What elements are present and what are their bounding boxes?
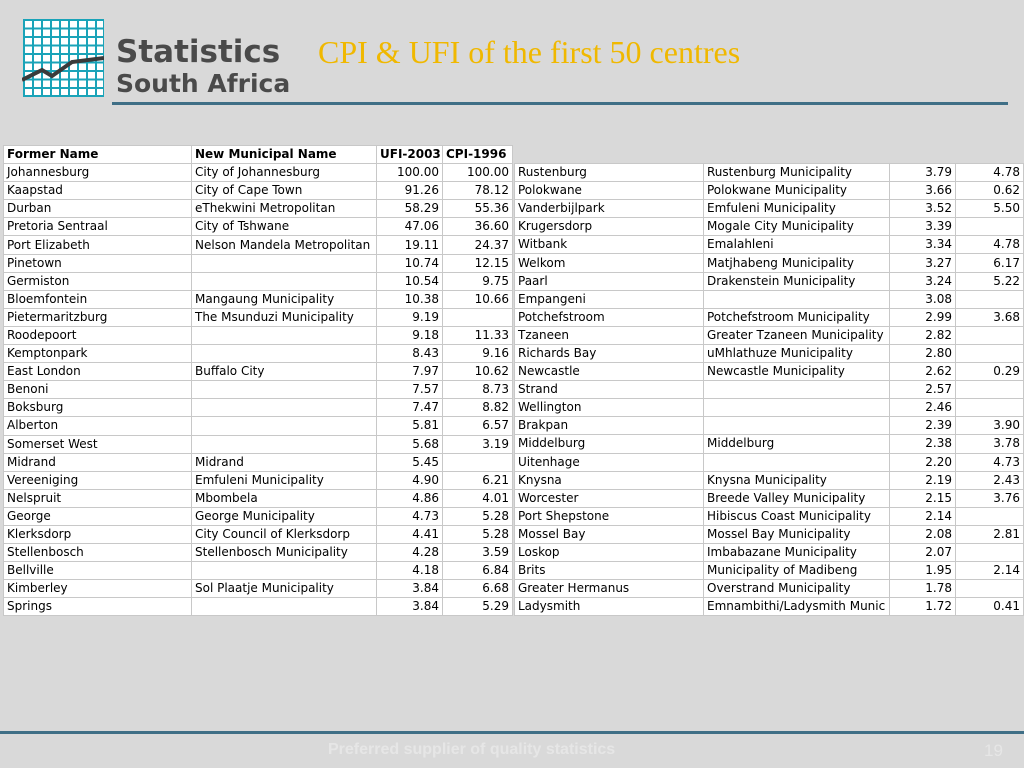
cell-ufi-2003: 2.99 (890, 308, 956, 326)
table-row (515, 381, 1024, 399)
cell-ufi-2003: 2.07 (890, 543, 956, 561)
cell-former-name: Brakpan (515, 417, 704, 435)
table-row (4, 381, 513, 399)
cell-former-name: Kimberley (4, 580, 192, 598)
cell-cpi-1996: 6.17 (956, 254, 1024, 272)
cell-ufi-2003: 1.78 (890, 580, 956, 598)
cell-new-municipal-name (704, 417, 890, 435)
table-row (4, 399, 513, 417)
cell-former-name: Ladysmith (515, 598, 704, 616)
cell-former-name: Worcester (515, 489, 704, 507)
column-header-cpi-1996: CPI-1996 (443, 146, 513, 164)
table-row (4, 363, 513, 381)
cell-cpi-1996: 5.28 (443, 525, 513, 543)
cell-former-name: Bellville (4, 562, 192, 580)
table-row (515, 435, 1024, 453)
cell-former-name: Wellington (515, 399, 704, 417)
cell-new-municipal-name: Greater Tzaneen Municipality (704, 326, 890, 344)
cell-new-municipal-name: Overstrand Municipality (704, 580, 890, 598)
cell-ufi-2003: 2.39 (890, 417, 956, 435)
cell-ufi-2003: 2.57 (890, 381, 956, 399)
centres-table-left (3, 145, 513, 616)
header-divider (112, 102, 1008, 105)
cell-new-municipal-name (192, 381, 377, 399)
cell-ufi-2003: 2.80 (890, 344, 956, 362)
cell-cpi-1996 (956, 580, 1024, 598)
cell-ufi-2003: 3.27 (890, 254, 956, 272)
cell-cpi-1996: 3.78 (956, 435, 1024, 453)
cell-new-municipal-name: Drakenstein Municipality (704, 272, 890, 290)
cell-ufi-2003: 2.15 (890, 489, 956, 507)
cell-new-municipal-name: Emfuleni Municipality (192, 471, 377, 489)
cell-cpi-1996: 9.75 (443, 272, 513, 290)
cell-ufi-2003: 1.95 (890, 562, 956, 580)
cell-cpi-1996: 12.15 (443, 254, 513, 272)
cell-ufi-2003: 1.72 (890, 598, 956, 616)
cell-new-municipal-name: Mossel Bay Municipality (704, 525, 890, 543)
cell-new-municipal-name: Hibiscus Coast Municipality (704, 507, 890, 525)
cell-new-municipal-name (192, 598, 377, 616)
cell-ufi-2003: 91.26 (377, 182, 443, 200)
cell-new-municipal-name: Mangaung Municipality (192, 290, 377, 308)
table-row (515, 236, 1024, 254)
cell-ufi-2003: 7.57 (377, 381, 443, 399)
cell-ufi-2003: 10.74 (377, 254, 443, 272)
cell-cpi-1996 (956, 543, 1024, 561)
cell-former-name: Rustenburg (515, 164, 704, 182)
cell-new-municipal-name (192, 326, 377, 344)
cell-former-name: Tzaneen (515, 326, 704, 344)
cell-former-name: Polokwane (515, 182, 704, 200)
cell-new-municipal-name: Polokwane Municipality (704, 182, 890, 200)
cell-former-name: Brits (515, 562, 704, 580)
cell-cpi-1996: 8.73 (443, 381, 513, 399)
cell-cpi-1996 (956, 381, 1024, 399)
cell-cpi-1996: 10.62 (443, 363, 513, 381)
table-row (515, 489, 1024, 507)
table-row (4, 507, 513, 525)
cell-former-name: Port Elizabeth (4, 236, 192, 254)
cell-former-name: Potchefstroom (515, 308, 704, 326)
cell-cpi-1996: 3.76 (956, 489, 1024, 507)
cell-ufi-2003: 5.45 (377, 453, 443, 471)
cell-cpi-1996: 78.12 (443, 182, 513, 200)
table-row (4, 326, 513, 344)
cell-former-name: Nelspruit (4, 489, 192, 507)
cell-new-municipal-name: Matjhabeng Municipality (704, 254, 890, 272)
cell-cpi-1996 (956, 218, 1024, 236)
cell-former-name: Welkom (515, 254, 704, 272)
cell-former-name: Durban (4, 200, 192, 218)
cell-former-name: Midrand (4, 453, 192, 471)
table-row (515, 507, 1024, 525)
cell-former-name: Klerksdorp (4, 525, 192, 543)
table-row (4, 489, 513, 507)
cell-new-municipal-name: Knysna Municipality (704, 471, 890, 489)
cell-ufi-2003: 19.11 (377, 236, 443, 254)
cell-ufi-2003: 2.19 (890, 471, 956, 489)
cell-new-municipal-name: Imbabazane Municipality (704, 543, 890, 561)
cell-new-municipal-name: Stellenbosch Municipality (192, 544, 377, 562)
column-header-new-municipal-name: New Municipal Name (192, 146, 377, 164)
page-number: 19 (984, 741, 1003, 760)
cell-ufi-2003: 10.54 (377, 272, 443, 290)
cell-cpi-1996: 8.82 (443, 399, 513, 417)
cell-cpi-1996: 0.29 (956, 363, 1024, 381)
cell-ufi-2003: 10.38 (377, 290, 443, 308)
table-row (4, 218, 513, 236)
cell-ufi-2003: 47.06 (377, 218, 443, 236)
table-row (4, 254, 513, 272)
cell-former-name: Stellenbosch (4, 544, 192, 562)
cell-former-name: Boksburg (4, 399, 192, 417)
table-row (515, 218, 1024, 236)
cell-new-municipal-name: Sol Plaatje Municipality (192, 580, 377, 598)
table-row (4, 417, 513, 435)
cell-former-name: Springs (4, 598, 192, 616)
cell-cpi-1996: 11.33 (443, 326, 513, 344)
cell-new-municipal-name (704, 453, 890, 471)
table-row (4, 580, 513, 598)
cell-ufi-2003: 5.81 (377, 417, 443, 435)
cell-former-name: East London (4, 363, 192, 381)
table-row (4, 290, 513, 308)
cell-former-name: Mossel Bay (515, 525, 704, 543)
table-row (515, 326, 1024, 344)
cell-cpi-1996: 4.01 (443, 489, 513, 507)
table-row (515, 543, 1024, 561)
cell-former-name: Bloemfontein (4, 290, 192, 308)
table-row (515, 254, 1024, 272)
cell-cpi-1996: 5.28 (443, 507, 513, 525)
cell-ufi-2003: 4.90 (377, 471, 443, 489)
cell-new-municipal-name: uMhlathuze Municipality (704, 344, 890, 362)
cell-cpi-1996: 36.60 (443, 218, 513, 236)
cell-former-name: Newcastle (515, 363, 704, 381)
cell-new-municipal-name: City of Tshwane (192, 218, 377, 236)
cell-cpi-1996: 2.81 (956, 525, 1024, 543)
table-row (515, 562, 1024, 580)
cell-cpi-1996 (956, 344, 1024, 362)
cell-new-municipal-name (192, 345, 377, 363)
column-header-former-name: Former Name (4, 146, 192, 164)
cell-ufi-2003: 3.52 (890, 200, 956, 218)
cell-new-municipal-name: Mogale City Municipality (704, 218, 890, 236)
cell-cpi-1996 (956, 507, 1024, 525)
cell-former-name: Knysna (515, 471, 704, 489)
cell-cpi-1996: 6.21 (443, 471, 513, 489)
cell-cpi-1996: 4.78 (956, 236, 1024, 254)
cell-former-name: Loskop (515, 543, 704, 561)
cell-ufi-2003: 2.46 (890, 399, 956, 417)
cell-cpi-1996: 4.73 (956, 453, 1024, 471)
cell-new-municipal-name: Midrand (192, 453, 377, 471)
cell-new-municipal-name: Mbombela (192, 489, 377, 507)
table-header-row (4, 146, 513, 164)
logo-wordmark-statistics: Statistics (116, 34, 281, 70)
table-row (515, 182, 1024, 200)
cell-former-name: Germiston (4, 272, 192, 290)
table-row (515, 525, 1024, 543)
cell-former-name: Paarl (515, 272, 704, 290)
table-row (515, 344, 1024, 362)
logo-wordmark-south-africa: South Africa (116, 69, 291, 98)
column-header-ufi-2003: UFI-2003 (377, 146, 443, 164)
cell-ufi-2003: 3.79 (890, 164, 956, 182)
cell-new-municipal-name: Emfuleni Municipality (704, 200, 890, 218)
cell-cpi-1996: 3.90 (956, 417, 1024, 435)
cell-cpi-1996: 10.66 (443, 290, 513, 308)
cell-cpi-1996: 5.50 (956, 200, 1024, 218)
table-row (515, 580, 1024, 598)
cell-ufi-2003: 3.84 (377, 598, 443, 616)
table-row (515, 453, 1024, 471)
cell-new-municipal-name: Rustenburg Municipality (704, 164, 890, 182)
cell-cpi-1996 (956, 326, 1024, 344)
table-row (515, 363, 1024, 381)
cell-cpi-1996: 4.78 (956, 164, 1024, 182)
cell-former-name: Pretoria Sentraal (4, 218, 192, 236)
cell-former-name: Somerset West (4, 435, 192, 453)
cell-new-municipal-name: Emalahleni (704, 236, 890, 254)
cell-cpi-1996: 9.16 (443, 345, 513, 363)
cell-ufi-2003: 2.08 (890, 525, 956, 543)
slide-title: CPI & UFI of the first 50 centres (318, 34, 741, 70)
cell-new-municipal-name (192, 272, 377, 290)
cell-ufi-2003: 100.00 (377, 164, 443, 182)
cell-new-municipal-name: Buffalo City (192, 363, 377, 381)
cell-former-name: Port Shepstone (515, 507, 704, 525)
cell-cpi-1996 (443, 308, 513, 326)
table-row (515, 290, 1024, 308)
table-row (515, 598, 1024, 616)
table-row (515, 399, 1024, 417)
cell-ufi-2003: 4.41 (377, 525, 443, 543)
cell-former-name: Vanderbijlpark (515, 200, 704, 218)
table-row (515, 200, 1024, 218)
table-row (4, 544, 513, 562)
cell-ufi-2003: 2.38 (890, 435, 956, 453)
cell-ufi-2003: 3.66 (890, 182, 956, 200)
cell-cpi-1996 (956, 290, 1024, 308)
cell-new-municipal-name: City of Cape Town (192, 182, 377, 200)
cell-cpi-1996: 3.19 (443, 435, 513, 453)
cell-cpi-1996 (443, 453, 513, 471)
cell-former-name: Roodepoort (4, 326, 192, 344)
table-row (4, 562, 513, 580)
cell-new-municipal-name: Potchefstroom Municipality (704, 308, 890, 326)
cell-ufi-2003: 4.18 (377, 562, 443, 580)
cell-new-municipal-name (192, 435, 377, 453)
cell-ufi-2003: 4.28 (377, 544, 443, 562)
cell-ufi-2003: 7.47 (377, 399, 443, 417)
footer-tagline: Preferred supplier of quality statistics (328, 741, 616, 758)
table-row (4, 200, 513, 218)
cell-new-municipal-name: City of Johannesburg (192, 164, 377, 182)
cell-former-name: Pietermaritzburg (4, 308, 192, 326)
cell-ufi-2003: 8.43 (377, 345, 443, 363)
table-row (4, 471, 513, 489)
cell-ufi-2003: 3.24 (890, 272, 956, 290)
cell-cpi-1996: 6.84 (443, 562, 513, 580)
cell-ufi-2003: 3.39 (890, 218, 956, 236)
cell-cpi-1996: 55.36 (443, 200, 513, 218)
table-row (4, 525, 513, 543)
table-row (515, 272, 1024, 290)
cell-cpi-1996: 100.00 (443, 164, 513, 182)
cell-ufi-2003: 2.62 (890, 363, 956, 381)
cell-former-name: Benoni (4, 381, 192, 399)
table-row (4, 236, 513, 254)
cell-ufi-2003: 58.29 (377, 200, 443, 218)
cell-new-municipal-name: Newcastle Municipality (704, 363, 890, 381)
table-row (4, 182, 513, 200)
cell-ufi-2003: 5.68 (377, 435, 443, 453)
cell-new-municipal-name: Middelburg (704, 435, 890, 453)
cell-ufi-2003: 3.84 (377, 580, 443, 598)
cell-former-name: Kaapstad (4, 182, 192, 200)
cell-former-name: Middelburg (515, 435, 704, 453)
cell-cpi-1996: 3.68 (956, 308, 1024, 326)
table-row (515, 417, 1024, 435)
cell-new-municipal-name: eThekwini Metropolitan (192, 200, 377, 218)
cell-cpi-1996: 5.29 (443, 598, 513, 616)
stats-sa-logo (18, 16, 308, 102)
cell-cpi-1996: 0.41 (956, 598, 1024, 616)
table-row (4, 164, 513, 182)
cell-ufi-2003: 4.86 (377, 489, 443, 507)
cell-ufi-2003: 9.19 (377, 308, 443, 326)
cell-new-municipal-name: Emnambithi/Ladysmith Munic (704, 598, 890, 616)
cell-former-name: Krugersdorp (515, 218, 704, 236)
cell-former-name: Alberton (4, 417, 192, 435)
cell-cpi-1996: 6.68 (443, 580, 513, 598)
cell-cpi-1996: 5.22 (956, 272, 1024, 290)
cell-cpi-1996: 2.14 (956, 562, 1024, 580)
cell-former-name: Pinetown (4, 254, 192, 272)
table-row (515, 308, 1024, 326)
cell-new-municipal-name (704, 399, 890, 417)
cell-former-name: Richards Bay (515, 344, 704, 362)
cell-former-name: Witbank (515, 236, 704, 254)
cell-new-municipal-name: Breede Valley Municipality (704, 489, 890, 507)
cell-ufi-2003: 3.34 (890, 236, 956, 254)
cell-former-name: Uitenhage (515, 453, 704, 471)
cell-former-name: Greater Hermanus (515, 580, 704, 598)
cell-ufi-2003: 4.73 (377, 507, 443, 525)
cell-new-municipal-name (192, 399, 377, 417)
cell-new-municipal-name: Nelson Mandela Metropolitan (192, 236, 377, 254)
cell-ufi-2003: 9.18 (377, 326, 443, 344)
cell-ufi-2003: 7.97 (377, 363, 443, 381)
table-row (515, 164, 1024, 182)
cell-ufi-2003: 3.08 (890, 290, 956, 308)
cell-former-name: George (4, 507, 192, 525)
cell-ufi-2003: 2.14 (890, 507, 956, 525)
cell-former-name: Vereeniging (4, 471, 192, 489)
cell-new-municipal-name (192, 254, 377, 272)
cell-cpi-1996: 0.62 (956, 182, 1024, 200)
cell-cpi-1996: 2.43 (956, 471, 1024, 489)
table-row (515, 471, 1024, 489)
table-row (4, 272, 513, 290)
table-row (4, 308, 513, 326)
cell-cpi-1996 (956, 399, 1024, 417)
cell-former-name: Johannesburg (4, 164, 192, 182)
cell-new-municipal-name (704, 381, 890, 399)
cell-new-municipal-name: Municipality of Madibeng (704, 562, 890, 580)
cell-cpi-1996: 3.59 (443, 544, 513, 562)
grid-chart-logo-icon (22, 18, 104, 98)
cell-new-municipal-name: George Municipality (192, 507, 377, 525)
cell-new-municipal-name: The Msunduzi Municipality (192, 308, 377, 326)
table-row (4, 345, 513, 363)
table-row (4, 453, 513, 471)
cell-new-municipal-name: City Council of Klerksdorp (192, 525, 377, 543)
cell-cpi-1996: 6.57 (443, 417, 513, 435)
cell-new-municipal-name (192, 562, 377, 580)
cell-new-municipal-name (704, 290, 890, 308)
cell-new-municipal-name (192, 417, 377, 435)
table-row (4, 598, 513, 616)
cell-cpi-1996: 24.37 (443, 236, 513, 254)
cell-former-name: Kemptonpark (4, 345, 192, 363)
cell-former-name: Strand (515, 381, 704, 399)
cell-ufi-2003: 2.82 (890, 326, 956, 344)
centres-table-right (514, 163, 1024, 616)
cell-former-name: Empangeni (515, 290, 704, 308)
cell-ufi-2003: 2.20 (890, 453, 956, 471)
table-row (4, 435, 513, 453)
